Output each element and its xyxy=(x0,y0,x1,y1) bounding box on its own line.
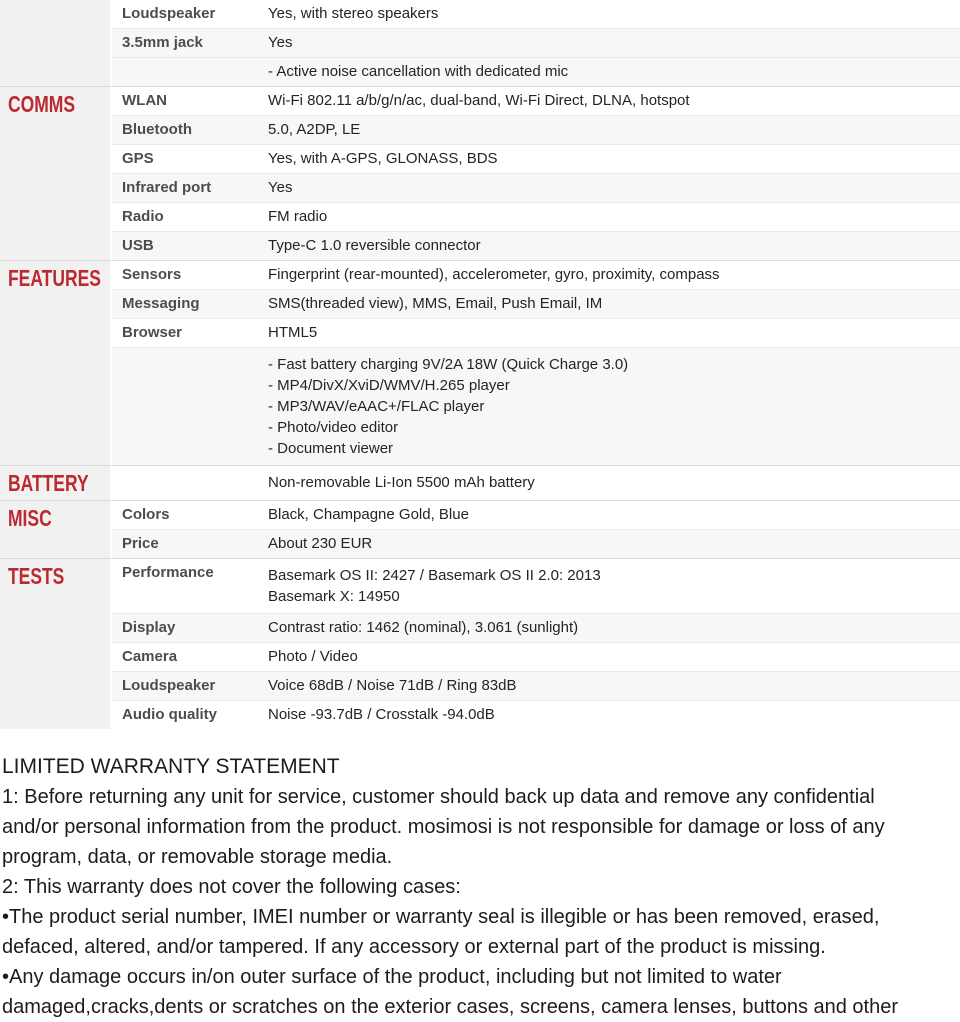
spec-row xyxy=(112,529,960,558)
section-title-cell xyxy=(0,501,110,558)
spec-label xyxy=(122,354,268,459)
spec-row xyxy=(112,231,960,260)
warranty-line: •The product serial number, IMEI number or warranty seal is illegible or has been removed, erased, xyxy=(2,906,880,928)
spec-value: Contrast ratio: 1462 (nominal), 3.061 (sunlight) xyxy=(268,619,579,636)
spec-label: Audio quality xyxy=(122,706,217,723)
spec-value: Yes xyxy=(268,34,293,51)
spec-value: Noise -93.7dB / Crosstalk -94.0dB xyxy=(268,706,495,723)
warranty-line: and/or personal information from the product. mosimosi is not responsible for damage or loss of any xyxy=(2,816,885,838)
spec-row xyxy=(112,613,960,642)
spec-label: 3.5mm jack xyxy=(122,34,203,51)
spec-value: Yes, with stereo speakers xyxy=(268,5,439,22)
warranty-line: damaged,cracks,dents or scratches on the exterior cases, screens, camera lenses, buttons and other xyxy=(2,996,899,1018)
spec-row xyxy=(112,289,960,318)
spec-label: Loudspeaker xyxy=(122,677,216,694)
spec-value: Yes xyxy=(268,179,293,196)
spec-value-list xyxy=(268,565,960,607)
section-title: TESTS xyxy=(8,563,65,589)
spec-label: Bluetooth xyxy=(122,121,192,138)
spec-value-line: - MP3/WAV/eAAC+/FLAC player xyxy=(268,398,485,415)
spec-value: - Active noise cancellation with dedicated mic xyxy=(268,63,569,80)
spec-row xyxy=(112,501,960,529)
spec-value-line: - Fast battery charging 9V/2A 18W (Quick Charge 3.0) xyxy=(268,356,629,373)
section-title-cell xyxy=(0,0,110,86)
spec-label: Radio xyxy=(122,208,164,225)
spec-label: GPS xyxy=(122,150,154,167)
warranty-line: 2: This warranty does not cover the following cases: xyxy=(2,876,461,898)
spec-label: Loudspeaker xyxy=(122,5,216,22)
spec-row xyxy=(112,0,960,28)
spec-value-line: - Document viewer xyxy=(268,440,394,457)
spec-row xyxy=(112,318,960,347)
spec-value: Wi-Fi 802.11 a/b/g/n/ac, dual-band, Wi-Fi Direct, DLNA, hotspot xyxy=(268,92,690,109)
spec-section-comms xyxy=(0,86,960,260)
spec-value-list xyxy=(268,354,960,459)
spec-label: Performance xyxy=(122,564,214,581)
spec-row xyxy=(112,642,960,671)
spec-row xyxy=(112,202,960,231)
spec-section-battery xyxy=(0,465,960,500)
spec-label xyxy=(122,64,268,80)
spec-value-line: - MP4/DivX/XviD/WMV/H.265 player xyxy=(268,377,510,394)
spec-label: Colors xyxy=(122,506,170,523)
spec-label: Infrared port xyxy=(122,179,212,196)
spec-row xyxy=(112,559,960,613)
warranty-line: •Any damage occurs in/on outer surface of the product, including but not limited to water xyxy=(2,966,782,988)
spec-value: Non-removable Li-Ion 5500 mAh battery xyxy=(268,474,535,491)
spec-value: Photo / Video xyxy=(268,648,358,665)
spec-label: Display xyxy=(122,619,176,636)
spec-label: WLAN xyxy=(122,92,167,109)
spec-value-line: - Photo/video editor xyxy=(268,419,399,436)
warranty-title: LIMITED WARRANTY STATEMENT xyxy=(2,755,340,778)
spec-value: 5.0, A2DP, LE xyxy=(268,121,361,138)
spec-value: FM radio xyxy=(268,208,328,225)
spec-label: Messaging xyxy=(122,295,200,312)
warranty-statement xyxy=(2,752,960,1022)
spec-value: Yes, with A-GPS, GLONASS, BDS xyxy=(268,150,498,167)
section-title-cell xyxy=(0,87,110,260)
spec-row xyxy=(112,173,960,202)
section-title: COMMS xyxy=(8,91,76,117)
spec-row xyxy=(112,28,960,57)
spec-label: Sensors xyxy=(122,266,182,283)
spec-value: Fingerprint (rear-mounted), accelerometer, gyro, proximity, compass xyxy=(268,266,720,283)
spec-value: SMS(threaded view), MMS, Email, Push Email, IM xyxy=(268,295,603,312)
spec-row xyxy=(112,700,960,729)
spec-section-tests xyxy=(0,558,960,729)
spec-section-sound xyxy=(0,0,960,86)
spec-value: Black, Champagne Gold, Blue xyxy=(268,506,469,523)
warranty-line: program, data, or removable storage media. xyxy=(2,846,393,868)
spec-row xyxy=(112,347,960,465)
section-title-cell xyxy=(0,261,110,465)
spec-value: Type-C 1.0 reversible connector xyxy=(268,237,481,254)
spec-row xyxy=(112,115,960,144)
section-title: FEATURES xyxy=(8,265,101,291)
spec-label: USB xyxy=(122,237,154,254)
spec-row xyxy=(112,144,960,173)
spec-label xyxy=(122,475,268,491)
spec-row xyxy=(112,671,960,700)
section-title: BATTERY xyxy=(8,470,89,496)
spec-label: Camera xyxy=(122,648,178,665)
spec-value: About 230 EUR xyxy=(268,535,373,552)
spec-row xyxy=(112,57,960,86)
spec-value-line: Basemark OS II: 2427 / Basemark OS II 2.0: 2013 xyxy=(268,567,601,584)
spec-row xyxy=(112,466,960,500)
spec-label: Price xyxy=(122,535,159,552)
section-title-cell xyxy=(0,466,110,500)
spec-section-features xyxy=(0,260,960,465)
spec-section-misc xyxy=(0,500,960,558)
spec-value-line: Basemark X: 14950 xyxy=(268,588,400,605)
spec-row xyxy=(112,261,960,289)
spec-value: Voice 68dB / Noise 71dB / Ring 83dB xyxy=(268,677,517,694)
section-title: MISC xyxy=(8,505,52,531)
spec-row xyxy=(112,87,960,115)
warranty-line: defaced, altered, and/or tampered. If any accessory or external part of the product is missing. xyxy=(2,936,826,958)
spec-value: HTML5 xyxy=(268,324,318,341)
warranty-line: 1: Before returning any unit for service, customer should back up data and remove any confidential xyxy=(2,786,875,808)
section-title-cell xyxy=(0,559,110,729)
spec-label: Browser xyxy=(122,324,183,341)
